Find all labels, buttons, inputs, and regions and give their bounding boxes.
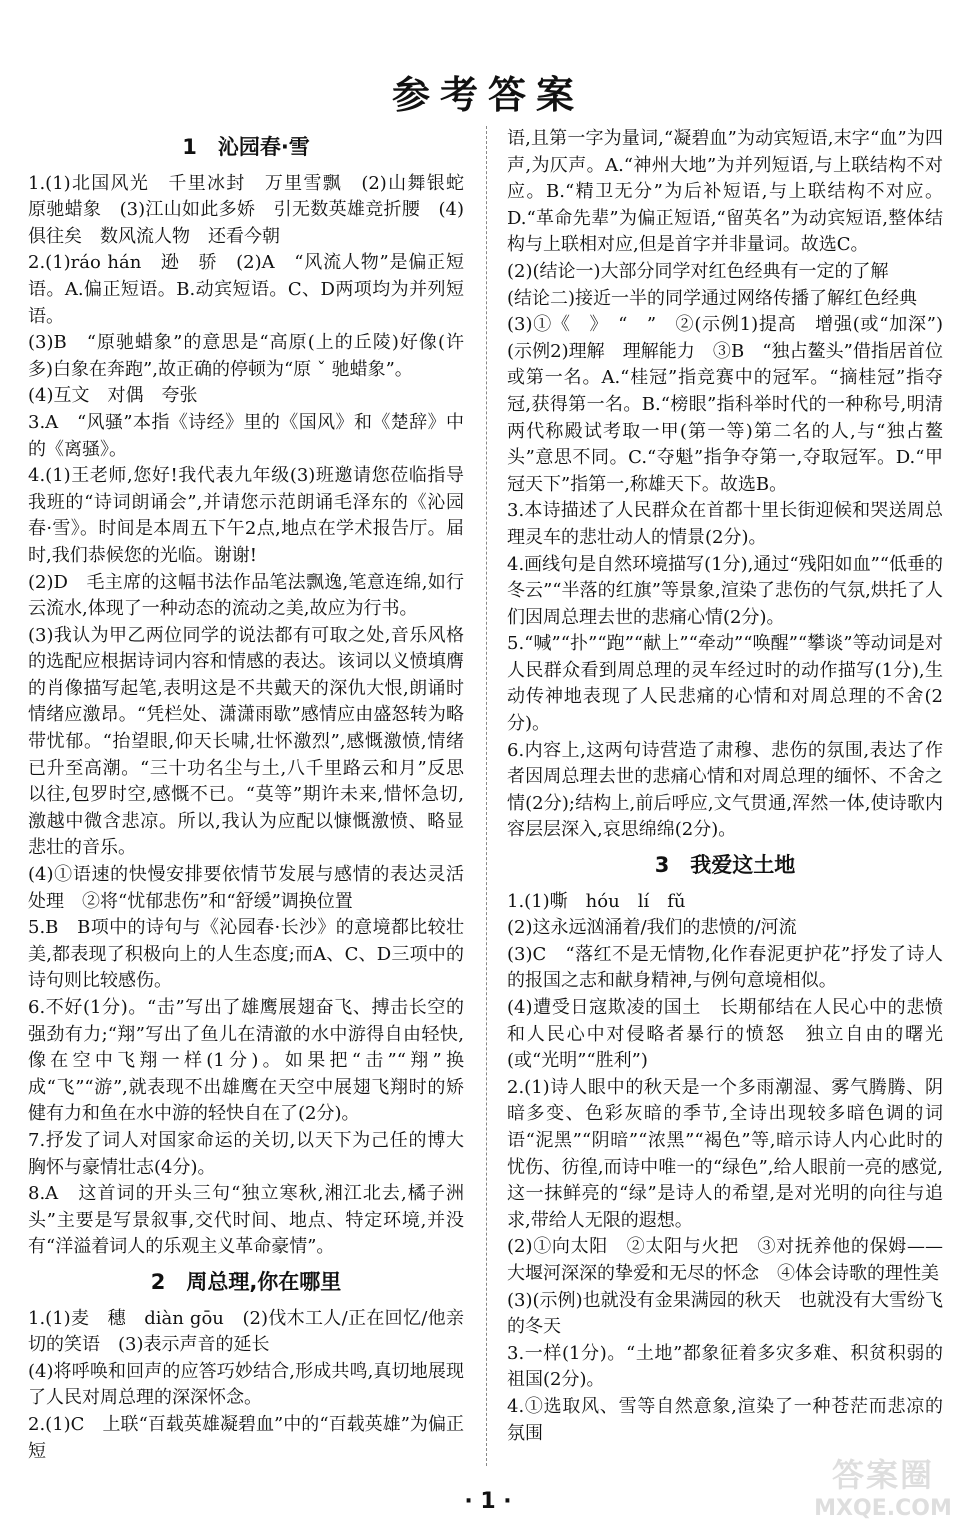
watermark-text: 答案圈 [831,1456,934,1494]
answer-item: (2)D 毛主席的这幅书法作品笔法飘逸,笔意连绵,如行云流水,体现了一种动态的流动之美,故应为行书。 [28,571,464,620]
answer-item: 2.(1)诗人眼中的秋天是一个多雨潮湿、雾气腾腾、阴暗多变、色彩灰暗的季节,全诗出现较多暗色调的词语“泥黑”“阴暗”“浓黑”“褐色”等,暗示诗人内心此时的忧伤、彷徨,而诗中唯一的“绿色”,给人眼前一亮的感觉,这一抹鲜亮的“绿”是诗人的希望,是对光明的向往与追求,带给人无限的遐想。 [507,1076,943,1231]
answer-item: (3)C “落红不是无情物,化作春泥更护花”抒发了诗人的报国之志和献身精神,与例句意境相似。 [507,943,943,992]
section-heading: 1 沁园春·雪 [182,135,310,159]
section-heading: 3 我爱这土地 [654,853,796,878]
answer-item: 8.A 这首词的开头三句“独立寒秋,湘江北去,橘子洲头”主要是写景叙事,交代时间、地点、特定环境,并没有“洋溢着词人的乐观主义革命豪情”。 [28,1183,464,1258]
answer-item: 6.内容上,这两句诗营造了肃穆、悲伤的氛围,表达了作者因周总理去世的悲痛心情和对周总理的缅怀、不舍之情(2分);结构上,前后呼应,文气贯通,浑然一体,使诗歌内容层层深入,哀思绵绵(2分)。 [507,739,943,841]
answer-item: (3)我认为甲乙两位同学的说法都有可取之处,音乐风格的选配应根据诗词内容和情感的表达。该词以义愤填膺的肖像描写起笔,表明这是不共戴天的深仇大恨,朗诵时情绪应激昂。“凭栏处、潇潇雨歇”感情应由盛怒转为略带忧郁。“抬望眼,仰天长啸,壮怀激烈”,感慨激愤,情绪已升至高潮。“三十功名尘与土,八千里路云和月”反思以往,包罗时空,感慨不已。“莫等”期许未来,惜怀急切,激越中微含悲凉。所以,我认为应配以慷慨激愤、略显悲壮的音乐。 [28,624,464,859]
answer-item: (3)(示例)也就没有金果满园的秋天 也就没有大雪纷飞的冬天 [507,1289,943,1338]
answer-item: (2)①向太阳 ②太阳与火把 ③对抚养他的保姆——大堰河深深的挚爱和无尽的怀念 ④体会诗歌的理性美 [507,1236,943,1284]
left-column [28,126,482,1465]
answer-item: (2)(结论一)大部分同学对红色经典有一定的了解 [507,260,889,282]
answer-item: 3.本诗描述了人民群众在首都十里长街迎候和哭送周总理灵车的悲壮动人的情景(2分)。 [507,500,943,548]
answer-item: 4.①选取风、雪等自然意象,渲染了一种苍茫而悲凉的氛围 [507,1395,943,1444]
answer-item: (4)将呼唤和回声的应答巧妙结合,形成共鸣,真切地展现了人民对周总理的深深怀念。 [28,1360,464,1409]
answer-item: 3.一样(1分)。“土地”都象征着多灾多难、积贫积弱的祖国(2分)。 [507,1342,943,1391]
answer-item: (2)这永远汹涌着/我们的悲愤的/河流 [507,917,797,939]
answer-item: 5.B B项中的诗句与《沁园春·长沙》的意境都比较壮美,都表现了积极向上的人生态度;而A、C、D三项中的诗句则比较感伤。 [28,917,464,992]
section-heading: 2 周总理,你在哪里 [150,1269,342,1294]
answer-item: 6.不好(1分)。“击”写出了雄鹰展翅奋飞、搏击长空的强劲有力;“翔”写出了鱼儿在清澈的水中游得自由轻快,像在空中飞翔一样(1分)。如果把“击”“翔”换成“飞”“游”,就表现不出雄鹰在天空中展翅飞翔时的矫健有力和鱼在水中游的轻快自在了(2分)。 [28,997,464,1125]
watermark-logo [808,1450,958,1530]
answer-item: (4)①语速的快慢安排要依情节发展与感情的表达灵活处理 ②将“忧郁悲伤”和“舒缓”调换位置 [28,864,464,912]
right-column [507,126,961,1447]
watermark-url: MXQE.COM [814,1496,952,1521]
answer-item: 1.(1)麦 穗 diàn gōu (2)伐木工人/正在回忆/他亲切的笑语 (3)表示声音的延长 [28,1307,464,1356]
answer-item: (4)遭受日寇欺凌的国土 长期郁结在人民心中的悲愤和人民心中对侵略者暴行的愤怒 独立自由的曙光(或“光明”“胜利”) [507,997,943,1072]
answer-item: (3)B “原驰蜡象”的意思是“高原(上的丘陵)好像(许多)白象在奔跑”,故正确的停顿为“原 ˇ 驰蜡象”。 [28,332,464,380]
answer-item: (4)互文 对偶 夸张 [28,385,198,407]
answer-item: 1.(1)嘶 hóu lí fǔ [507,890,686,912]
answer-item: 2.(1)C 上联“百载英雄凝碧血”中的“百载英雄”为偏正短 [28,1413,464,1462]
answer-item: 4.画线句是自然环境描写(1分),通过“残阳如血”“低垂的冬云”“半落的红旗”等景象,渲染了悲伤的气氛,烘托了人们因周总理去世的悲痛心情(2分)。 [507,553,943,628]
answer-item: (结论二)接近一半的同学通过网络传播了解红色经典 [507,287,918,309]
answer-item: (3)①《 》 “ ” ②(示例1)提高 增强(或“加深”) (示例2)理解 理解能力 ③B “独占鳌头”借指居首位或第一名。A.“桂冠”指竞赛中的冠军。“摘桂冠”指夺冠,获得第一名。B.“榜眼”指科举时代的一种称号,明清两代称殿试考取一甲(第一等)第二名的人,与“独占鳌头”意思不同。C.“夺魁”指争夺第一,夺取冠军。D.“甲冠天下”指第一,称雄天下。故选B。 [507,314,961,495]
answer-item: 4.(1)王老师,您好!我代表九年级(3)班邀请您莅临指导我班的“诗词朗诵会”,并请您示范朗诵毛泽东的《沁园春·雪》。时间是本周五下午2点,地点在学术报告厅。届时,我们恭候您的光临。谢谢! [28,465,464,566]
answer-item: 7.抒发了词人对国家命运的关切,以天下为己任的博大胸怀与豪情壮志(4分)。 [28,1129,464,1178]
answer-item: 1.(1)北国风光 千里冰封 万里雪飘 (2)山舞银蛇 原驰蜡象 (3)江山如此多娇 引无数英雄竞折腰 (4)俱往矣 数风流人物 还看今朝 [28,172,482,247]
column-divider [486,126,487,1466]
page-number: · 1 · [464,1489,512,1514]
answer-item: 5.“喊”“扑”“跑”“献上”“牵动”“唤醒”“攀谈”等动词是对人民群众看到周总理的灵车经过时的动作描写(1分),生动传神地表现了人民悲痛的心情和对周总理的不舍(2分)。 [507,633,943,735]
answer-item: 2.(1)ráo hán 逊 骄 (2)A “风流人物”是偏正短语。A.偏正短语。B.动宾短语。C、D两项均为并列短语。 [28,252,464,327]
page-title: 参考答案 [391,73,584,117]
answer-item: 语,且第一字为量词,“凝碧血”为动宾短语,末字“血”为四声,为仄声。A.“神州大地”为并列短语,与上联结构不对应。B.“精卫无分”为后补短语,与上联结构不对应。D.“革命先辈”为偏正短语,“留英名”为动宾短语,整体结构与上联相对应,但是首字并非量词。故选C。 [507,128,943,256]
answer-item: 3.A “风骚”本指《诗经》里的《国风》和《楚辞》中的《离骚》。 [28,411,464,460]
